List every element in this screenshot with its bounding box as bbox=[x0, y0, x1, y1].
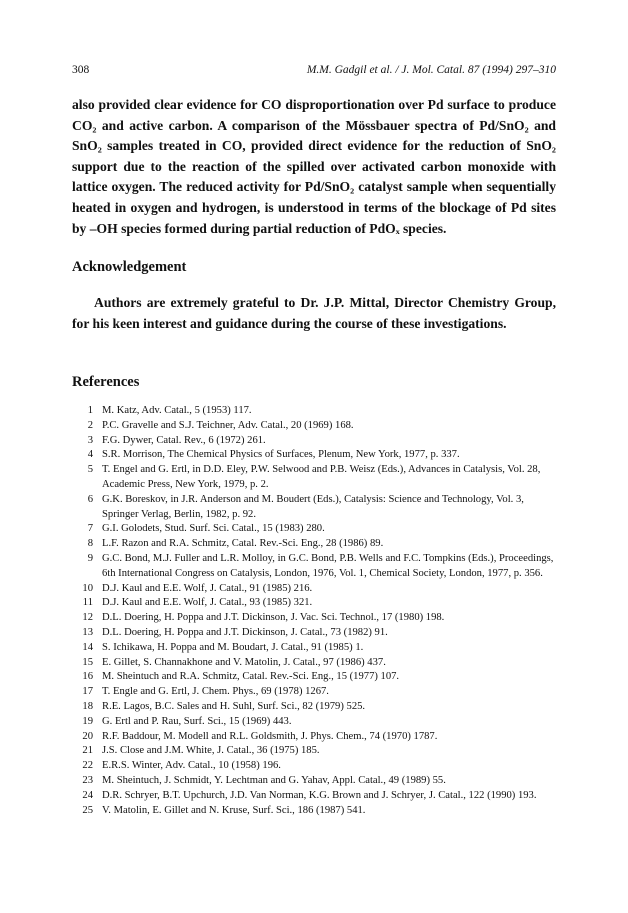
reference-item bbox=[72, 685, 556, 700]
reference-number: 15 bbox=[82, 656, 93, 668]
reference-text: D.J. Kaul and E.E. Wolf, J. Catal., 91 (1985) 216. bbox=[102, 582, 313, 594]
reference-item bbox=[72, 670, 556, 685]
reference-text: M. Sheintuch, J. Schmidt, Y. Lechtman and G. Yahav, Appl. Catal., 49 (1989) 55. bbox=[102, 774, 446, 786]
reference-number: 10 bbox=[82, 582, 93, 594]
reference-number: 17 bbox=[82, 686, 93, 698]
reference-text: F.G. Dywer, Catal. Rev., 6 (1972) 261. bbox=[102, 434, 266, 446]
reference-number: 11 bbox=[82, 597, 93, 609]
reference-text: E.R.S. Winter, Adv. Catal., 10 (1958) 196. bbox=[102, 760, 281, 772]
reference-number: 4 bbox=[87, 449, 93, 461]
running-header bbox=[72, 64, 556, 80]
reference-item bbox=[72, 552, 556, 582]
reference-text: P.C. Gravelle and S.J. Teichner, Adv. Catal., 20 (1969) 168. bbox=[102, 419, 354, 431]
acknowledgement-heading: Acknowledgement bbox=[72, 259, 187, 275]
reference-number: 14 bbox=[82, 641, 93, 653]
reference-item bbox=[72, 744, 556, 759]
reference-item bbox=[72, 715, 556, 730]
reference-text: G.I. Golodets, Stud. Surf. Sci. Catal., 15 (1983) 280. bbox=[102, 523, 325, 535]
reference-number: 23 bbox=[82, 774, 93, 786]
reference-number: 2 bbox=[87, 419, 93, 431]
body-paragraph: also provided clear evidence for CO disproportionation over Pd surface to produce CO₂ and active carbon. A comparison of the Mössbauer spectra of Pd/SnO₂ and SnO₂ samples treated in CO, provided direct evidence for the reduction of SnO₂ support due to the reaction of the spilled over activated carbon monoxide with lattice oxygen. The reduced activity for Pd/SnO₂ catalyst sample when sequentially heated in oxygen and hydrogen, is understood in terms of the blockage of Pd sites by –OH species formed during partial reduction of PdOₓ species. bbox=[72, 97, 556, 236]
reference-number: 7 bbox=[87, 523, 93, 535]
reference-item bbox=[72, 759, 556, 774]
references-heading: References bbox=[72, 374, 140, 390]
reference-text: G.K. Boreskov, in J.R. Anderson and M. Boudert (Eds.), Catalysis: Science and Technology, Vol. 3, Springer Verlag, Berlin, 1982, p. 92. bbox=[102, 493, 524, 520]
reference-text: D.R. Schryer, B.T. Upchurch, J.D. Van Norman, K.G. Brown and J. Schryer, J. Catal., 122 (1990) 193. bbox=[102, 789, 537, 801]
reference-number: 25 bbox=[82, 804, 93, 816]
reference-text: D.L. Doering, H. Poppa and J.T. Dickinson, J. Catal., 73 (1982) 91. bbox=[102, 626, 388, 638]
reference-number: 6 bbox=[87, 493, 93, 505]
reference-text: L.F. Razon and R.A. Schmitz, Catal. Rev.-Sci. Eng., 28 (1986) 89. bbox=[102, 538, 384, 550]
reference-text: S. Ichikawa, H. Poppa and M. Boudart, J. Catal., 91 (1985) 1. bbox=[102, 641, 364, 653]
reference-item bbox=[72, 596, 556, 611]
reference-item bbox=[72, 434, 556, 449]
reference-item bbox=[72, 522, 556, 537]
reference-number: 9 bbox=[87, 552, 93, 564]
reference-text: G. Ertl and P. Rau, Surf. Sci., 15 (1969) 443. bbox=[102, 715, 292, 727]
reference-item bbox=[72, 700, 556, 715]
reference-text: M. Sheintuch and R.A. Schmitz, Catal. Rev.-Sci. Eng., 15 (1977) 107. bbox=[102, 671, 400, 683]
reference-number: 22 bbox=[82, 760, 93, 772]
reference-item bbox=[72, 641, 556, 656]
reference-text: E. Gillet, S. Channakhone and V. Matolin, J. Catal., 97 (1986) 437. bbox=[102, 656, 386, 668]
journal-citation: M.M. Gadgil et al. / J. Mol. Catal. 87 (1994) 297–310 bbox=[306, 64, 556, 76]
reference-text: D.L. Doering, H. Poppa and J.T. Dickinson, J. Vac. Sci. Technol., 17 (1980) 198. bbox=[102, 612, 445, 624]
reference-number: 24 bbox=[82, 789, 93, 801]
reference-number: 1 bbox=[87, 405, 93, 416]
reference-text: R.F. Baddour, M. Modell and R.L. Goldsmith, J. Phys. Chem., 74 (1970) 1787. bbox=[102, 730, 438, 742]
reference-item bbox=[72, 804, 556, 819]
reference-number: 19 bbox=[82, 715, 93, 727]
reference-text: V. Matolin, E. Gillet and N. Kruse, Surf. Sci., 186 (1987) 541. bbox=[102, 804, 366, 816]
reference-text: M. Katz, Adv. Catal., 5 (1953) 117. bbox=[102, 405, 252, 416]
reference-number: 18 bbox=[82, 700, 93, 712]
reference-item bbox=[72, 774, 556, 789]
reference-item bbox=[72, 656, 556, 671]
reference-item bbox=[72, 789, 556, 804]
reference-text: R.E. Lagos, B.C. Sales and H. Suhl, Surf. Sci., 82 (1979) 525. bbox=[102, 700, 366, 712]
reference-number: 5 bbox=[87, 464, 93, 476]
reference-number: 8 bbox=[87, 538, 93, 550]
reference-item bbox=[72, 626, 556, 641]
reference-item bbox=[72, 448, 556, 463]
reference-text: D.J. Kaul and E.E. Wolf, J. Catal., 93 (1985) 321. bbox=[102, 597, 313, 609]
reference-text: T. Engle and G. Ertl, J. Chem. Phys., 69 (1978) 1267. bbox=[102, 686, 329, 698]
reference-list bbox=[72, 404, 556, 818]
reference-number: 12 bbox=[82, 612, 93, 624]
reference-item bbox=[72, 493, 556, 523]
reference-item bbox=[72, 611, 556, 626]
reference-text: S.R. Morrison, The Chemical Physics of Surfaces, Plenum, New York, 1977, p. 337. bbox=[102, 449, 460, 461]
acknowledgement-text: Authors are extremely grateful to Dr. J.P. Mittal, Director Chemistry Group, for his keen interest and guidance during the course of these investigations. bbox=[72, 295, 556, 331]
reference-text: T. Engel and G. Ertl, in D.D. Eley, P.W. Selwood and P.B. Weisz (Eds.), Advances in Catalysis, Vol. 28, Academic Press, New York, 1979, p. 2. bbox=[102, 464, 541, 490]
reference-number: 3 bbox=[87, 434, 93, 446]
page-number: 308 bbox=[72, 64, 90, 76]
reference-number: 20 bbox=[82, 730, 93, 742]
reference-item bbox=[72, 582, 556, 597]
reference-item bbox=[72, 537, 556, 552]
reference-item bbox=[72, 730, 556, 745]
reference-text: J.S. Close and J.M. White, J. Catal., 36 (1975) 185. bbox=[102, 745, 320, 757]
reference-item bbox=[72, 404, 556, 419]
reference-item bbox=[72, 419, 556, 434]
reference-number: 16 bbox=[82, 671, 93, 683]
reference-text: G.C. Bond, M.J. Fuller and L.R. Molloy, in G.C. Bond, P.B. Wells and F.C. Tompkins (Eds.), Proceedings, 6th International Congress on Catalysis, London, 1976, Vol. 1, Chemical Society, London, 1977, p. 356. bbox=[102, 552, 554, 579]
reference-item bbox=[72, 463, 556, 493]
reference-number: 21 bbox=[82, 745, 93, 757]
reference-number: 13 bbox=[82, 626, 93, 638]
